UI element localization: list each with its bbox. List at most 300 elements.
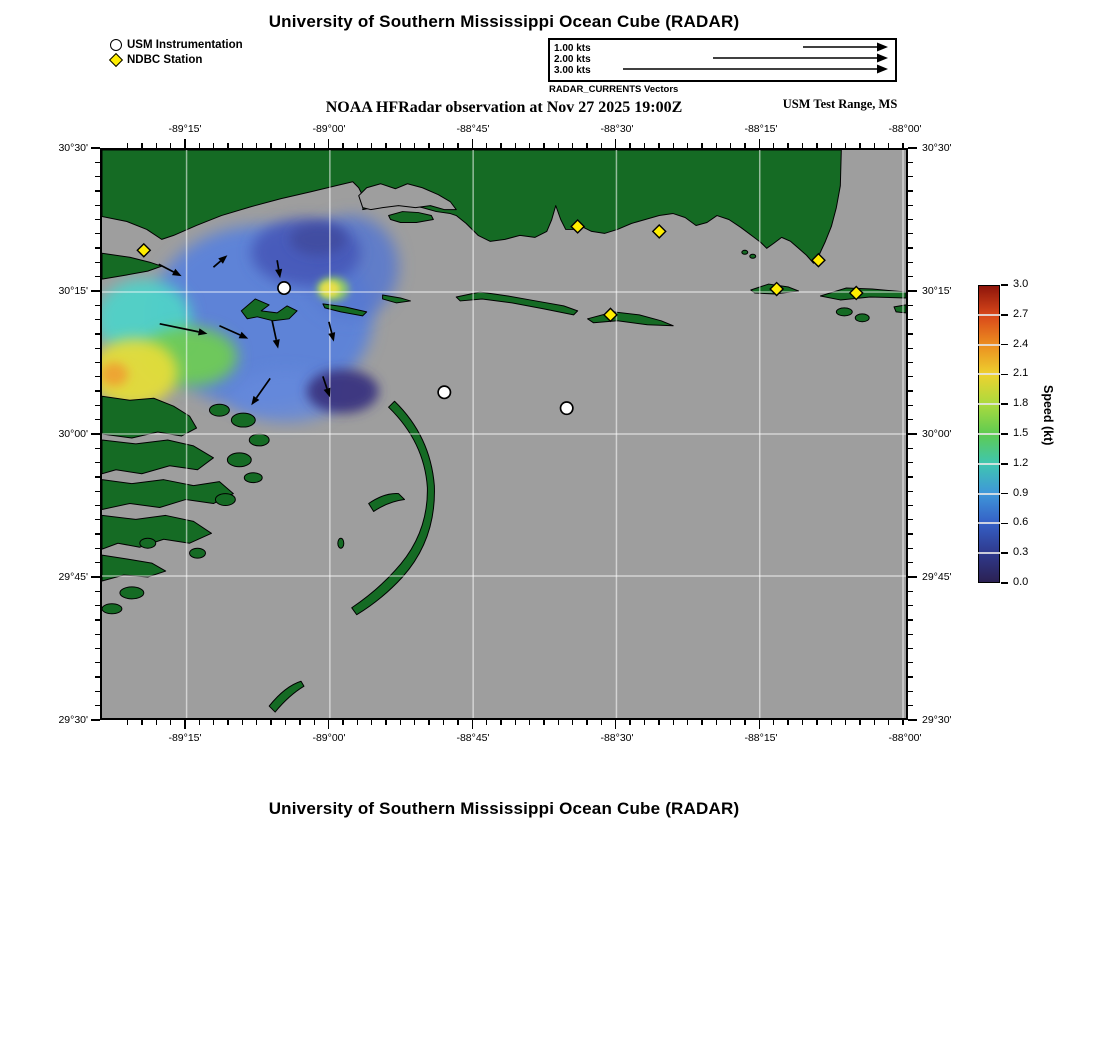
- y-tick-left: [95, 491, 100, 492]
- scale-row-3: 3.00 kts: [554, 65, 591, 76]
- y-tick-left: [95, 691, 100, 692]
- breton-island: [269, 681, 304, 712]
- x-tick-bottom: [242, 720, 243, 725]
- usm-instrument-marker: [278, 282, 290, 294]
- x-tick-top: [299, 143, 300, 148]
- x-tick-bottom: [601, 720, 602, 725]
- colorbar-tick: [1001, 493, 1008, 495]
- y-tick-right: [908, 605, 913, 606]
- ndbc-station-marker: [653, 225, 666, 238]
- usm-circle-icon: [110, 39, 122, 51]
- x-axis-label-bottom: -88°00': [888, 732, 922, 744]
- y-tick-left: [91, 290, 100, 291]
- x-tick-bottom: [888, 720, 889, 725]
- colorbar-tick: [1001, 344, 1008, 346]
- x-tick-bottom: [816, 720, 817, 725]
- x-tick-top: [328, 139, 329, 148]
- y-tick-left: [95, 662, 100, 663]
- y-tick-right: [908, 634, 913, 635]
- colorbar-tick: [1001, 463, 1008, 465]
- x-tick-bottom: [744, 720, 745, 725]
- x-tick-bottom: [213, 720, 214, 725]
- colorbar-level-line: [978, 463, 1000, 465]
- fm-islet: [855, 314, 869, 322]
- x-tick-bottom: [385, 720, 386, 725]
- x-tick-top: [759, 139, 760, 148]
- x-tick-bottom: [486, 720, 487, 725]
- y-tick-left: [91, 576, 100, 577]
- y-tick-left: [95, 390, 100, 391]
- y-tick-left: [95, 262, 100, 263]
- y-tick-left: [95, 705, 100, 706]
- x-tick-bottom: [701, 720, 702, 725]
- x-axis-label-top: -89°00': [312, 123, 346, 135]
- x-tick-top: [227, 143, 228, 148]
- y-tick-right: [908, 390, 913, 391]
- y-axis-label-right: 30°15': [922, 285, 952, 297]
- scale-arrow-head: [877, 43, 888, 52]
- y-axis-label-right: 29°30': [922, 714, 952, 726]
- marsh-5: [102, 555, 166, 581]
- x-tick-bottom: [227, 720, 228, 725]
- y-tick-left: [95, 176, 100, 177]
- x-tick-bottom: [342, 720, 343, 725]
- colorbar-level-line: [978, 552, 1000, 554]
- scale-row-2: 2.00 kts: [554, 54, 591, 65]
- y-tick-left: [95, 519, 100, 520]
- x-tick-top: [874, 143, 875, 148]
- page-title: University of Southern Mississippi Ocean Cube (RADAR): [268, 12, 740, 31]
- y-tick-left: [95, 419, 100, 420]
- x-tick-bottom: [586, 720, 587, 725]
- y-tick-right: [908, 591, 913, 592]
- x-tick-bottom: [902, 720, 903, 725]
- y-tick-right: [908, 719, 917, 720]
- y-tick-right: [908, 676, 913, 677]
- y-tick-right: [908, 333, 913, 334]
- x-tick-top: [385, 143, 386, 148]
- colorbar-tick: [1001, 582, 1008, 584]
- marsh-islet: [190, 548, 206, 558]
- x-tick-bottom: [845, 720, 846, 725]
- x-tick-top: [644, 143, 645, 148]
- usm-instrument-marker: [438, 386, 450, 398]
- colorbar-tick-label: 2.7: [1013, 307, 1029, 320]
- x-tick-bottom: [314, 720, 315, 725]
- x-tick-bottom: [127, 720, 128, 725]
- x-tick-top: [500, 143, 501, 148]
- colorbar-tick: [1001, 523, 1008, 525]
- x-tick-bottom: [831, 720, 832, 725]
- x-tick-bottom: [199, 720, 200, 725]
- x-tick-top: [601, 143, 602, 148]
- y-tick-left: [95, 233, 100, 234]
- x-tick-bottom: [730, 720, 731, 725]
- scale-arrows: [550, 40, 891, 76]
- y-tick-left: [95, 219, 100, 220]
- y-tick-right: [908, 247, 913, 248]
- marsh-islet: [209, 404, 229, 416]
- y-tick-left: [95, 591, 100, 592]
- chandeleur-inner: [369, 493, 405, 511]
- ship-island-e: [383, 295, 411, 303]
- x-tick-bottom: [285, 720, 286, 725]
- x-tick-top: [486, 143, 487, 148]
- legend-usm-label: USM Instrumentation: [127, 38, 243, 51]
- x-tick-bottom: [802, 720, 803, 725]
- x-tick-top: [127, 143, 128, 148]
- colorbar-tick-label: 0.9: [1013, 486, 1029, 499]
- x-tick-top: [457, 143, 458, 148]
- y-tick-left: [95, 562, 100, 563]
- colorbar-tick: [1001, 284, 1008, 286]
- y-tick-right: [908, 705, 913, 706]
- marsh-islet: [231, 413, 255, 427]
- marsh-islet: [102, 604, 122, 614]
- y-tick-left: [91, 433, 100, 434]
- y-tick-right: [908, 348, 913, 349]
- y-tick-left: [95, 505, 100, 506]
- scale-arrow-head: [877, 65, 888, 74]
- x-tick-bottom: [859, 720, 860, 725]
- x-tick-bottom: [457, 720, 458, 725]
- x-axis-label-top: -88°30': [600, 123, 634, 135]
- y-tick-right: [908, 562, 913, 563]
- x-tick-bottom: [759, 720, 760, 729]
- petit-bois-island: [588, 312, 674, 326]
- colorbar-tick-label: 1.2: [1013, 456, 1029, 469]
- y-tick-right: [908, 505, 913, 506]
- x-tick-bottom: [543, 720, 544, 725]
- marsh-islet: [215, 494, 235, 506]
- y-tick-right: [908, 433, 917, 434]
- y-tick-right: [908, 362, 913, 363]
- colorbar-tick: [1001, 314, 1008, 316]
- fm-islet: [836, 308, 852, 316]
- x-tick-top: [816, 143, 817, 148]
- y-tick-right: [908, 448, 913, 449]
- x-tick-bottom: [428, 720, 429, 725]
- y-tick-right: [908, 219, 913, 220]
- y-tick-left: [95, 676, 100, 677]
- marsh-1: [102, 396, 197, 438]
- y-axis-label-left: 29°45': [58, 571, 88, 583]
- x-tick-bottom: [874, 720, 875, 725]
- x-tick-top: [414, 143, 415, 148]
- marsh-3: [102, 480, 233, 510]
- x-tick-top: [170, 143, 171, 148]
- x-tick-top: [572, 143, 573, 148]
- x-tick-bottom: [328, 720, 329, 729]
- colorbar-level-line: [978, 314, 1000, 316]
- y-tick-right: [908, 648, 913, 649]
- horn-island: [456, 292, 577, 315]
- x-tick-top: [902, 143, 903, 148]
- y-tick-right: [908, 462, 913, 463]
- x-tick-bottom: [500, 720, 501, 725]
- y-tick-right: [908, 147, 917, 148]
- legend-ndbc-label: NDBC Station: [127, 53, 203, 66]
- x-tick-top: [213, 143, 214, 148]
- x-tick-top: [285, 143, 286, 148]
- usm-instrument-marker: [561, 402, 573, 414]
- speed-patch: [290, 223, 346, 255]
- y-tick-left: [95, 162, 100, 163]
- colorbar-tick-label: 1.8: [1013, 397, 1029, 410]
- x-tick-bottom: [673, 720, 674, 725]
- y-tick-left: [95, 448, 100, 449]
- x-axis-label-bottom: -89°00': [312, 732, 346, 744]
- y-axis-label-right: 30°00': [922, 428, 952, 440]
- y-tick-left: [95, 634, 100, 635]
- x-tick-bottom: [156, 720, 157, 725]
- y-tick-left: [95, 405, 100, 406]
- x-tick-top: [773, 143, 774, 148]
- x-tick-bottom: [629, 720, 630, 725]
- colorbar-tick: [1001, 552, 1008, 554]
- y-tick-right: [908, 576, 917, 577]
- colorbar-tick-label: 1.5: [1013, 427, 1029, 439]
- marsh-islet: [120, 587, 144, 599]
- x-axis-label-bottom: -88°30': [600, 732, 634, 744]
- x-tick-bottom: [443, 720, 444, 725]
- y-tick-left: [95, 305, 100, 306]
- colorbar-level-line: [978, 403, 1000, 405]
- y-tick-right: [908, 376, 913, 377]
- x-tick-top: [687, 143, 688, 148]
- grandbay-islet: [750, 254, 756, 258]
- x-tick-top: [357, 143, 358, 148]
- x-tick-bottom: [414, 720, 415, 725]
- colorbar-axis-label: Speed (kt): [1041, 385, 1055, 446]
- x-tick-top: [586, 143, 587, 148]
- y-tick-left: [95, 533, 100, 534]
- x-tick-bottom: [644, 720, 645, 725]
- x-tick-top: [543, 143, 544, 148]
- y-tick-left: [95, 247, 100, 248]
- y-tick-right: [908, 491, 913, 492]
- x-tick-top: [673, 143, 674, 148]
- x-tick-top: [342, 143, 343, 148]
- y-tick-left: [91, 719, 100, 720]
- x-tick-bottom: [773, 720, 774, 725]
- x-tick-bottom: [716, 720, 717, 725]
- x-tick-bottom: [400, 720, 401, 725]
- y-tick-right: [908, 476, 913, 477]
- x-tick-top: [141, 143, 142, 148]
- x-tick-top: [472, 139, 473, 148]
- legend-ndbc-row: [110, 52, 243, 67]
- scale-arrow-head: [877, 54, 888, 63]
- x-tick-bottom: [529, 720, 530, 725]
- colorbar-tick: [1001, 433, 1008, 435]
- x-tick-bottom: [472, 720, 473, 729]
- x-tick-top: [629, 143, 630, 148]
- x-tick-top: [701, 143, 702, 148]
- y-tick-left: [95, 190, 100, 191]
- y-tick-right: [908, 548, 913, 549]
- colorbar-level-line: [978, 522, 1000, 524]
- x-tick-top: [529, 143, 530, 148]
- x-axis-label-bottom: -89°15': [168, 732, 202, 744]
- colorbar-tick-label: 0.0: [1013, 576, 1029, 588]
- y-tick-left: [95, 648, 100, 649]
- y-tick-right: [908, 419, 913, 420]
- colorbar-level-line: [978, 344, 1000, 346]
- x-tick-top: [615, 139, 616, 148]
- x-tick-top: [802, 143, 803, 148]
- marsh-islet: [249, 434, 269, 446]
- x-axis-label-top: -88°00': [888, 123, 922, 135]
- x-tick-top: [199, 143, 200, 148]
- y-tick-right: [908, 619, 913, 620]
- marsh-islet: [227, 453, 251, 467]
- y-tick-left: [95, 348, 100, 349]
- map-panel: [100, 148, 908, 720]
- colorbar-level-line: [978, 493, 1000, 495]
- y-axis-label-left: 30°30': [58, 142, 88, 154]
- ndbc-diamond-icon: [109, 52, 123, 66]
- x-axis-label-bottom: -88°15': [744, 732, 778, 744]
- vector-scale-caption: RADAR_CURRENTS Vectors: [549, 84, 679, 95]
- colorbar-tick: [1001, 403, 1008, 405]
- x-tick-bottom: [371, 720, 372, 725]
- y-tick-right: [908, 276, 913, 277]
- map-canvas: [102, 150, 906, 718]
- grandbay-islet: [742, 250, 748, 254]
- y-tick-right: [908, 290, 917, 291]
- x-tick-bottom: [357, 720, 358, 725]
- x-tick-bottom: [141, 720, 142, 725]
- y-tick-left: [95, 462, 100, 463]
- x-tick-top: [658, 143, 659, 148]
- x-tick-top: [831, 143, 832, 148]
- y-axis-label-right: 30°30': [922, 142, 952, 154]
- pearl-spit: [102, 253, 162, 279]
- y-tick-right: [908, 162, 913, 163]
- colorbar-tick-label: 2.4: [1013, 337, 1029, 350]
- x-tick-top: [859, 143, 860, 148]
- footer-title: University of Southern Mississippi Ocean Cube (RADAR): [268, 799, 740, 818]
- fort-morgan-spit: [820, 288, 906, 300]
- x-tick-bottom: [615, 720, 616, 729]
- x-tick-top: [314, 143, 315, 148]
- x-tick-bottom: [515, 720, 516, 725]
- y-tick-left: [95, 605, 100, 606]
- y-tick-left: [95, 548, 100, 549]
- marsh-4: [102, 515, 211, 549]
- vector-scale-box: [548, 38, 897, 82]
- y-tick-left: [95, 333, 100, 334]
- x-tick-bottom: [558, 720, 559, 725]
- x-tick-bottom: [658, 720, 659, 725]
- y-axis-label-right: 29°45': [922, 571, 952, 583]
- colorbar-tick-label: 0.6: [1013, 516, 1029, 529]
- range-title: USM Test Range, MS: [782, 97, 898, 111]
- tiny-island: [338, 538, 344, 548]
- x-tick-top: [371, 143, 372, 148]
- x-tick-top: [256, 143, 257, 148]
- y-tick-right: [908, 519, 913, 520]
- y-tick-left: [95, 362, 100, 363]
- y-axis-label-left: 30°15': [58, 285, 88, 297]
- y-tick-right: [908, 533, 913, 534]
- map-legend: [110, 37, 243, 67]
- x-tick-bottom: [687, 720, 688, 725]
- x-tick-bottom: [572, 720, 573, 725]
- y-tick-right: [908, 233, 913, 234]
- colorbar-level-line: [978, 373, 1000, 375]
- x-tick-top: [242, 143, 243, 148]
- x-tick-top: [730, 143, 731, 148]
- marsh-2: [102, 440, 213, 474]
- x-tick-bottom: [787, 720, 788, 725]
- colorbar-tick-label: 3.0: [1013, 278, 1029, 290]
- y-tick-right: [908, 691, 913, 692]
- x-tick-bottom: [184, 720, 185, 729]
- y-tick-left: [95, 205, 100, 206]
- deer-island: [389, 212, 434, 223]
- x-axis-label-bottom: -88°45': [456, 732, 490, 744]
- speed-patch: [307, 369, 379, 413]
- y-axis-label-left: 30°00': [58, 428, 88, 440]
- colorbar-level-line: [978, 433, 1000, 435]
- y-tick-right: [908, 190, 913, 191]
- y-tick-left: [95, 619, 100, 620]
- y-axis-label-left: 29°30': [58, 714, 88, 726]
- y-tick-right: [908, 662, 913, 663]
- x-tick-top: [156, 143, 157, 148]
- x-tick-top: [888, 143, 889, 148]
- x-axis-label-top: -89°15': [168, 123, 202, 135]
- x-axis-label-top: -88°45': [456, 123, 490, 135]
- x-tick-bottom: [270, 720, 271, 725]
- x-axis-label-top: -88°15': [744, 123, 778, 135]
- x-tick-top: [558, 143, 559, 148]
- x-tick-bottom: [170, 720, 171, 725]
- x-tick-top: [787, 143, 788, 148]
- x-tick-bottom: [299, 720, 300, 725]
- y-tick-left: [95, 319, 100, 320]
- x-tick-bottom: [256, 720, 257, 725]
- y-tick-left: [95, 276, 100, 277]
- scale-row-1: 1.00 kts: [554, 43, 591, 54]
- x-tick-top: [270, 143, 271, 148]
- marsh-islet: [244, 473, 262, 483]
- colorbar-tick-label: 0.3: [1013, 546, 1029, 559]
- y-tick-right: [908, 205, 913, 206]
- x-tick-top: [744, 143, 745, 148]
- ndbc-station-marker: [137, 244, 150, 257]
- observation-title: NOAA HFRadar observation at Nov 27 2025 19:00Z: [325, 99, 683, 116]
- y-tick-left: [95, 376, 100, 377]
- x-tick-top: [443, 143, 444, 148]
- x-tick-top: [845, 143, 846, 148]
- y-tick-left: [95, 476, 100, 477]
- y-tick-right: [908, 405, 913, 406]
- y-tick-right: [908, 176, 913, 177]
- y-tick-right: [908, 262, 913, 263]
- edge-sliver: [894, 305, 906, 313]
- x-tick-top: [515, 143, 516, 148]
- colorbar-tick-label: 2.1: [1013, 367, 1029, 380]
- y-tick-left: [91, 147, 100, 148]
- y-tick-right: [908, 319, 913, 320]
- x-tick-top: [716, 143, 717, 148]
- marsh-islet: [140, 538, 156, 548]
- x-tick-top: [428, 143, 429, 148]
- legend-usm-row: [110, 37, 243, 52]
